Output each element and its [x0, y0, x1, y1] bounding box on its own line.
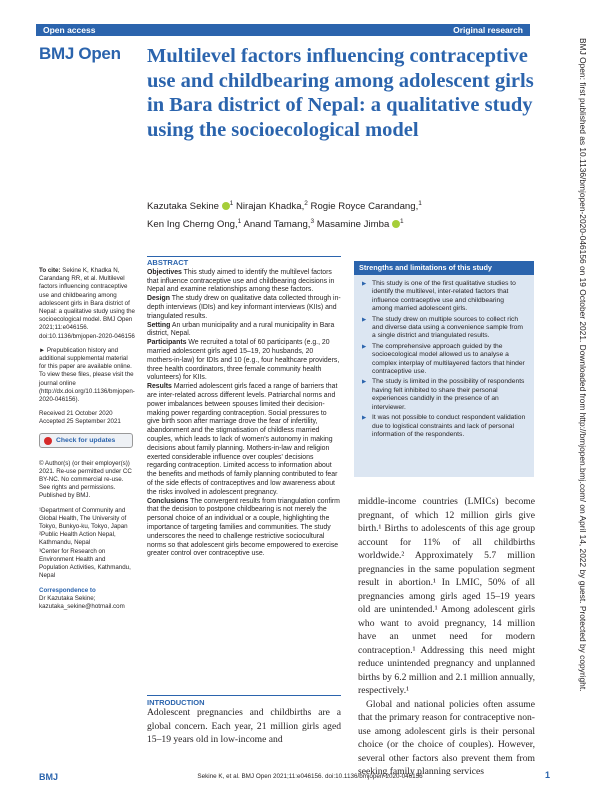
results-text: Married adolescent girls faced a range of barriers that are inter-related across different levels. Patriarchal norms and power imbalances between spouses limited their decision-making power regarding contraception. Social pressures to give birth soon after marriage drove the fear of infertility, abandonment and the stigmatisation of childless married couples, which leads to lack of women's autonomy in making decisions about family planning. Mothers-in-law and religion exerted considerable influence over couples' decisions regarding contraception. Limited access to information about the benefits and methods of family planning contributed to fear of the side effects of contraceptives and low awareness about the risks involved in adolescent pregnancy.: [147, 383, 338, 496]
list-item: ▶ This study is one of the first qualitative studies to identify the multilevel, inter-related factors that influence contraceptive use and childbearing among married adolescent girls.: [362, 280, 526, 314]
body-column-2: [358, 495, 535, 779]
article-title: Multilevel factors influencing contraceptive use and childbearing among adolescent girls in Bara district of Nepal: a qualitative study using the socioecological model: [147, 45, 534, 141]
author-line-1: [147, 196, 527, 214]
objectives-label: Objectives: [147, 268, 182, 276]
affiliation-1: ¹Department of Community and Global Health, The University of Tokyo, Bunkyo-ku, Tokyo, Japan: [39, 506, 128, 531]
affiliation-2: ²Public Health Action Nepal, Kathmandu, Nepal: [39, 531, 116, 547]
accepted-date: Accepted 25 September 2021: [39, 418, 121, 426]
strengths-limitations-box: [354, 261, 534, 477]
author-affil-sup: 1: [418, 200, 422, 207]
author-line-2: [147, 214, 527, 232]
abstract-conclusions: [147, 498, 341, 560]
author-name[interactable]: Masamine Jimba: [316, 219, 390, 231]
check-updates-label: Check for updates: [56, 436, 116, 444]
strengths-heading: Strengths and limitations of this study: [354, 261, 534, 275]
correspondence-email[interactable]: kazutaka_sekine@hotmail.com: [39, 602, 125, 610]
author-list: [147, 196, 527, 232]
copyright-note: © Author(s) (or their employer(s)) 2021. Re-use permitted under CC BY-NC. No commercial re-use. See rights and permissions. Published by BMJ.: [39, 459, 132, 500]
design-label: Design: [147, 295, 170, 303]
author-name[interactable]: Rogie Royce Carandang,: [310, 201, 419, 213]
setting-text: An urban municipality and a rural municipality in Bara district, Nepal.: [147, 321, 335, 338]
open-access-label: Open access: [43, 25, 96, 35]
page-number: 1: [545, 770, 551, 780]
strengths-list: [354, 275, 534, 439]
check-for-updates-button[interactable]: [39, 433, 133, 448]
left-sidebar: [39, 267, 135, 617]
list-item: ▶ The comprehensive approach guided by the socioecological model allowed us to analyse a complex interplay of multilayered factors that hinder contraceptive use.: [362, 343, 526, 377]
setting-label: Setting: [147, 321, 171, 329]
affiliations: [39, 507, 135, 581]
author-affil-sup: 2: [304, 200, 308, 207]
author-affil-sup: 1: [237, 218, 242, 226]
cite-label: To cite:: [39, 267, 61, 274]
orcid-icon[interactable]: [392, 220, 400, 228]
abstract-setting: [147, 322, 341, 340]
participants-text: We recruited a total of 60 participants (e.g., 20 married adolescent girls aged 15–19, 20 husbands, 20 mothers-in-law) for IDIs and 10 (e.g., four healthcare providers, three health coordinators, three female community health volunteers) for KIIs.: [147, 339, 340, 382]
abstract-objectives: [147, 269, 341, 295]
introduction-text: Adolescent pregnancies and childbirths are a global concern. Each year, 21 million girls aged 15–19 years old in low-income and: [147, 707, 341, 745]
author-name[interactable]: Nirajan Khadka,: [235, 201, 305, 213]
article-type-label: Original research: [453, 25, 523, 35]
paragraph: middle-income countries (LMICs) become pregnant, of which 12 million girls give birth.¹ Births to adolescents of this age group account for 11% of all childbirths worldwide.² Approximately 5.7 million pregnancies in the same population segment result in abortion.¹ In LMIC, 50% of all pregnancies among girls aged 15–19 years old are unintended.¹ Among adolescent girls who want to avoid pregnancy, 14 million have an unmet need for modern contraception.¹ Addressing this need might reduce unintended pregnancy and unplanned births by 6.2 million and 2.1 million annually, respectively.¹: [358, 496, 535, 696]
list-item: ▶ The study is limited in the possibility of respondents having felt inhibited to share their personal experiences candidly in the presence of an interviewer.: [362, 378, 526, 412]
paragraph: Global and national policies often assume that the primary reason for contraceptive non-use among adolescent girls is their personal choice (or the choice of couples). However, several other factors also prevent them from seeking family planning services: [358, 698, 535, 777]
author-affil-sup: 1: [399, 218, 404, 226]
author-name[interactable]: Ken Ing Cherng Ong,: [147, 219, 238, 231]
participants-label: Participants: [147, 339, 187, 347]
correspondence-name: Dr Kazutaka Sekine;: [39, 594, 96, 602]
cite-block: [39, 267, 135, 341]
author-affil-sup: 3: [310, 218, 315, 226]
correspondence: [39, 587, 135, 612]
results-label: Results: [147, 383, 172, 391]
footer-citation: Sekine K, et al. BMJ Open 2021;11:e046156. doi:10.1136/bmjopen-2020-046156: [197, 773, 423, 780]
prepub-note[interactable]: ► Prepublication history and additional supplemental material for this paper are available online. To view these files, please visit the journal online (http://dx.doi.org/10.1136/bmjopen-2020-046156).: [39, 346, 135, 404]
author-name[interactable]: Anand Tamang,: [243, 219, 311, 231]
check-updates-icon: [44, 437, 52, 445]
list-item: ▶ The study drew on multiple sources to collect rich and diverse data using a convenience sample from a single district and triangulated results.: [362, 316, 526, 341]
abstract: [147, 256, 341, 559]
author-name[interactable]: Kazutaka Sekine: [147, 201, 219, 213]
footer-logo: BMJ: [39, 772, 59, 782]
design-text: The study drew on qualitative data collected through in-depth interviews (IDIs) and key informant interviews (KIIs) and triangulated results.: [147, 295, 341, 320]
top-banner: [36, 24, 530, 36]
conclusions-label: Conclusions: [147, 497, 189, 505]
affiliation-3: ³Center for Research on Environment Health and Population Activities, Kathmandu, Nepal: [39, 547, 131, 580]
orcid-icon[interactable]: [222, 202, 230, 210]
abstract-heading: ABSTRACT: [147, 256, 341, 268]
list-item: ▶ It was not possible to conduct respondent validation due to logistical constraints and lack of personal information of the respondents.: [362, 414, 526, 439]
correspondence-label: Correspondence to: [39, 586, 96, 594]
cite-text: Sekine K, Khadka N, Carandang RR, et al. Multilevel factors influencing contraceptive use and childbearing among adolescent girls in Bara district of Nepal: a qualitative study using the socioecological model. BMJ Open 2021;11:e046156. doi:10.1136/bmjopen-2020-046156: [39, 267, 135, 340]
abstract-participants: [147, 339, 341, 383]
dates: [39, 410, 135, 426]
conclusions-text: The convergent results from triangulation confirm that the decision to postpone childbearing is not merely the personal choice of an individual or a couple, highlighting the importance of targeting families and communities. The study underscores the need to challenge restrictive sociocultural norms so that adolescent girls become empowered to exercise greater control over contraceptive use.: [147, 497, 340, 558]
vertical-margin-note: [577, 38, 589, 778]
introduction-heading: INTRODUCTION: [147, 695, 341, 707]
journal-logo[interactable]: BMJ Open: [39, 44, 121, 63]
received-date: Received 21 October 2020: [39, 410, 113, 418]
download-notice[interactable]: BMJ Open: first published as 10.1136/bmjopen-2020-046156 on 19 October 2021. Downloaded from http://bmjopen.bmj.com/ on April 14, 2022 by guest. Protected by copyright.: [578, 38, 588, 692]
abstract-design: [147, 295, 341, 321]
abstract-results: [147, 383, 341, 497]
author-affil-sup: 1: [229, 200, 234, 207]
objectives-text: This study aimed to identify the multilevel factors that influence contraceptive use and childbearing decisions in Nepal and examine relationships among these factors.: [147, 268, 335, 294]
